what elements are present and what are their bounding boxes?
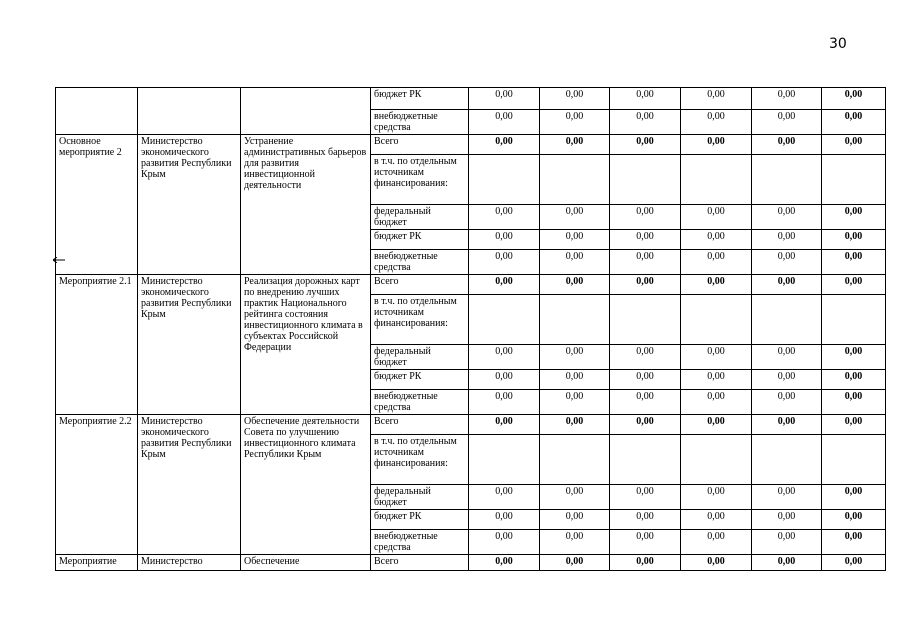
cell-empty: [241, 88, 371, 135]
value-cell: 0,00: [540, 88, 610, 110]
activity-name: Мероприятие 2.2: [56, 415, 138, 555]
value-cell-empty: [540, 155, 610, 205]
value-cell: 0,00: [752, 530, 822, 555]
value-cell: 0,00: [469, 345, 540, 370]
value-cell-empty: [469, 295, 540, 345]
value-cell: 0,00: [469, 110, 540, 135]
table-row: [56, 555, 886, 571]
source-label: в т.ч. по отдельным источникам финансирования:: [371, 155, 469, 205]
value-cell: 0,00: [822, 390, 886, 415]
activity-title: Реализация дорожных карт по внедрению лучших практик Национального рейтинга состояния инвестиционного климата в субъектах Российской Федерации: [241, 275, 371, 415]
value-cell: 0,00: [822, 370, 886, 390]
value-cell: 0,00: [610, 415, 681, 435]
value-cell: 0,00: [681, 88, 752, 110]
value-cell: 0,00: [681, 390, 752, 415]
value-cell: 0,00: [610, 135, 681, 155]
value-cell: 0,00: [822, 88, 886, 110]
source-label: бюджет РК: [371, 230, 469, 250]
value-cell: 0,00: [752, 485, 822, 510]
executor: Министерство экономического развития Республики Крым: [138, 415, 241, 555]
value-cell: 0,00: [822, 510, 886, 530]
value-cell: 0,00: [681, 415, 752, 435]
value-cell: 0,00: [610, 510, 681, 530]
table-row: [56, 88, 886, 110]
value-cell: 0,00: [752, 345, 822, 370]
page-number: 30: [829, 36, 847, 52]
value-cell-empty: [681, 295, 752, 345]
source-label: в т.ч. по отдельным источникам финансирования:: [371, 435, 469, 485]
value-cell: 0,00: [681, 370, 752, 390]
value-cell: 0,00: [540, 530, 610, 555]
value-cell: 0,00: [469, 415, 540, 435]
value-cell-empty: [681, 155, 752, 205]
value-cell: 0,00: [610, 275, 681, 295]
value-cell: 0,00: [681, 110, 752, 135]
value-cell: 0,00: [822, 275, 886, 295]
value-cell: 0,00: [681, 530, 752, 555]
value-cell: 0,00: [822, 135, 886, 155]
value-cell: 0,00: [610, 230, 681, 250]
value-cell-empty: [822, 295, 886, 345]
value-cell: 0,00: [610, 110, 681, 135]
source-label: в т.ч. по отдельным источникам финансирования:: [371, 295, 469, 345]
value-cell-empty: [540, 435, 610, 485]
value-cell: 0,00: [681, 205, 752, 230]
value-cell: 0,00: [610, 370, 681, 390]
value-cell: 0,00: [681, 230, 752, 250]
value-cell-empty: [681, 435, 752, 485]
value-cell-empty: [752, 295, 822, 345]
value-cell-empty: [610, 295, 681, 345]
value-cell: 0,00: [540, 555, 610, 571]
value-cell: 0,00: [469, 205, 540, 230]
value-cell: 0,00: [822, 485, 886, 510]
value-cell: 0,00: [469, 555, 540, 571]
value-cell: 0,00: [822, 415, 886, 435]
value-cell: 0,00: [540, 205, 610, 230]
table-row: [56, 415, 886, 435]
activity-name: Мероприятие 2.1: [56, 275, 138, 415]
budget-table: [55, 87, 886, 571]
source-label: Всего: [371, 415, 469, 435]
source-label: бюджет РК: [371, 510, 469, 530]
value-cell: 0,00: [469, 250, 540, 275]
value-cell-empty: [540, 295, 610, 345]
value-cell: 0,00: [540, 110, 610, 135]
cell-empty: [138, 88, 241, 135]
value-cell: 0,00: [469, 88, 540, 110]
value-cell-empty: [752, 155, 822, 205]
value-cell: 0,00: [540, 415, 610, 435]
value-cell: 0,00: [540, 390, 610, 415]
executor: Министерство экономического развития Республики Крым: [138, 135, 241, 275]
value-cell: 0,00: [469, 510, 540, 530]
value-cell: 0,00: [540, 345, 610, 370]
value-cell-empty: [610, 435, 681, 485]
value-cell: 0,00: [469, 530, 540, 555]
source-label: Всего: [371, 555, 469, 571]
value-cell: 0,00: [540, 135, 610, 155]
value-cell: 0,00: [822, 250, 886, 275]
value-cell: 0,00: [469, 275, 540, 295]
value-cell: 0,00: [752, 415, 822, 435]
value-cell: 0,00: [681, 250, 752, 275]
cell-empty: [56, 88, 138, 135]
executor: Министерство: [138, 555, 241, 571]
value-cell: 0,00: [681, 345, 752, 370]
value-cell: 0,00: [469, 485, 540, 510]
value-cell: 0,00: [822, 345, 886, 370]
value-cell: 0,00: [752, 110, 822, 135]
activity-title: Обеспечение: [241, 555, 371, 571]
value-cell: 0,00: [681, 275, 752, 295]
value-cell: 0,00: [469, 370, 540, 390]
value-cell: 0,00: [469, 230, 540, 250]
value-cell-empty: [469, 155, 540, 205]
value-cell: 0,00: [822, 205, 886, 230]
value-cell: 0,00: [752, 88, 822, 110]
value-cell: 0,00: [752, 275, 822, 295]
value-cell: 0,00: [681, 555, 752, 571]
activity-name: Основное мероприятие 2: [56, 135, 138, 275]
value-cell-empty: [822, 155, 886, 205]
source-label: внебюджетные средства: [371, 390, 469, 415]
value-cell: 0,00: [752, 555, 822, 571]
value-cell: 0,00: [610, 250, 681, 275]
table-row: [56, 275, 886, 295]
value-cell: 0,00: [752, 250, 822, 275]
table-row: [56, 135, 886, 155]
value-cell: 0,00: [822, 555, 886, 571]
source-label: внебюджетные средства: [371, 530, 469, 555]
value-cell: 0,00: [610, 555, 681, 571]
executor: Министерство экономического развития Республики Крым: [138, 275, 241, 415]
source-label: федеральный бюджет: [371, 345, 469, 370]
source-label: Всего: [371, 275, 469, 295]
source-label: внебюджетные средства: [371, 110, 469, 135]
source-label: внебюджетные средства: [371, 250, 469, 275]
value-cell: 0,00: [540, 275, 610, 295]
source-label: Всего: [371, 135, 469, 155]
value-cell: 0,00: [752, 135, 822, 155]
value-cell: 0,00: [540, 370, 610, 390]
value-cell: 0,00: [540, 485, 610, 510]
activity-title: Устранение административных барьеров для развития инвестиционной деятельности: [241, 135, 371, 275]
value-cell-empty: [752, 435, 822, 485]
source-label: бюджет РК: [371, 88, 469, 110]
value-cell: 0,00: [540, 250, 610, 275]
value-cell: 0,00: [610, 485, 681, 510]
value-cell-empty: [469, 435, 540, 485]
activity-name: Мероприятие: [56, 555, 138, 571]
value-cell: 0,00: [610, 88, 681, 110]
value-cell-empty: [610, 155, 681, 205]
value-cell: 0,00: [752, 230, 822, 250]
source-label: федеральный бюджет: [371, 485, 469, 510]
value-cell: 0,00: [752, 205, 822, 230]
value-cell: 0,00: [822, 110, 886, 135]
value-cell: 0,00: [610, 530, 681, 555]
source-label: федеральный бюджет: [371, 205, 469, 230]
source-label: бюджет РК: [371, 370, 469, 390]
value-cell: 0,00: [610, 205, 681, 230]
value-cell: 0,00: [681, 135, 752, 155]
activity-title: Обеспечение деятельности Совета по улучшению инвестиционного климата Республики Крым: [241, 415, 371, 555]
value-cell: 0,00: [469, 390, 540, 415]
value-cell: 0,00: [610, 345, 681, 370]
value-cell: 0,00: [540, 510, 610, 530]
value-cell-empty: [822, 435, 886, 485]
value-cell: 0,00: [469, 135, 540, 155]
value-cell: 0,00: [752, 510, 822, 530]
value-cell: 0,00: [681, 485, 752, 510]
value-cell: 0,00: [822, 530, 886, 555]
value-cell: 0,00: [610, 390, 681, 415]
value-cell: 0,00: [681, 510, 752, 530]
value-cell: 0,00: [822, 230, 886, 250]
value-cell: 0,00: [752, 390, 822, 415]
value-cell: 0,00: [540, 230, 610, 250]
value-cell: 0,00: [752, 370, 822, 390]
